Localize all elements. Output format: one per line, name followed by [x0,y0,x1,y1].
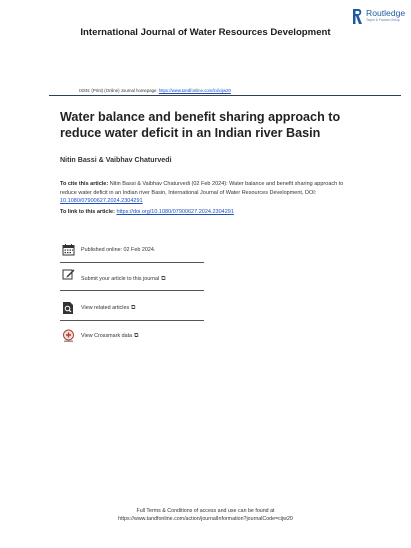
published-online-text: Published online: 02 Feb 2024. [81,247,156,253]
external-link-icon: ⧉ [134,333,139,339]
crossmark-icon [62,329,75,343]
terms-text: Full Terms & Conditions of access and use can be found at [136,508,275,514]
journal-title: International Journal of Water Resources Development [80,27,331,38]
header-divider [49,95,401,96]
submit-article-link[interactable] [81,276,166,283]
article-title: Water balance and benefit sharing approach to reduce water deficit in an Indian river Basin [60,110,341,140]
brand-subtitle: Taylor & Francis Group [366,18,400,22]
row-divider [60,290,204,291]
article-link-line [60,209,234,215]
article-url-link[interactable]: https://doi.org/10.1080/07900627.2024.2304291 [116,209,234,215]
document-search-icon [62,301,74,315]
citation-label: To cite this article: [60,181,109,187]
external-link-icon: ⧉ [131,305,136,311]
issn-prefix: ISSN: (Print) (Online) Journal homepage: [79,88,159,93]
crossmark-label: View Crossmark data [81,333,133,339]
doi-link[interactable]: 10.1080/07900627.2024.2304291 [60,198,143,205]
brand-name: Routledge [366,8,406,18]
external-link-icon: ⧉ [161,276,166,282]
terms-url[interactable]: https://www.tandfonline.com/action/journalInformation?journalCode=cijw20 [118,516,293,522]
citation-text: Nitin Bassi & Vaibhav Chaturvedi (02 Feb 2024): Water balance and benefit sharing approach to reduce water deficit in an Indian river Basin, International Journal of Water Resources Development, DOI: [60,181,344,196]
row-divider [60,320,204,321]
issn-line [79,88,231,93]
crossmark-link[interactable] [81,333,138,340]
journal-homepage-link[interactable]: https://www.tandfonline.com/loi/cijw20 [158,88,231,93]
article-authors: Nitin Bassi & Vaibhav Chaturvedi [60,156,172,164]
routledge-logo-icon [350,8,364,25]
row-divider [60,262,204,263]
related-articles-link[interactable] [81,305,135,312]
submit-article-label: Submit your article to this journal [81,276,160,282]
edit-icon [62,268,75,280]
calendar-icon [62,243,75,256]
citation-block [60,180,360,206]
article-link-label: To link to this article: [60,209,117,215]
related-articles-label: View related articles [81,305,130,311]
